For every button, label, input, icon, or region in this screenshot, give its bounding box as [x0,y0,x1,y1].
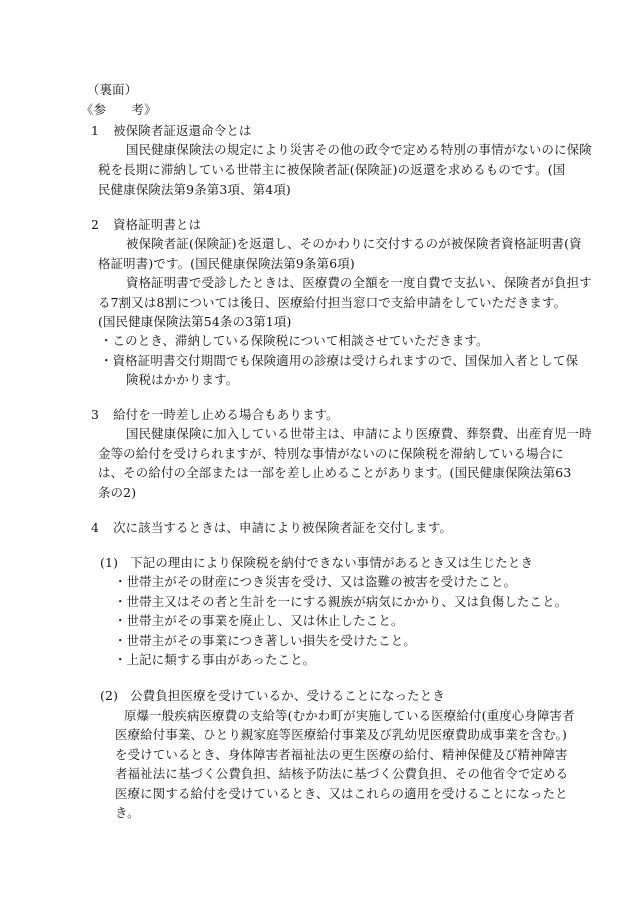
section-4-heading [91,522,452,534]
section-3-line-2: 金等の給付を受けられますが、特別な事情がないのに保険税を滞納している場合に [98,446,564,461]
subsection-2-line-3: を受けているとき、身体障害者福祉法の更生医療の給付、精神保健及び精神障害 [115,747,568,762]
section-1-heading [91,125,252,137]
section-number: 4 [91,520,100,535]
subsection-title: 下記の理由により保険税を納付できない事情があるとき又は生じたとき [130,555,534,570]
section-2-bullet-1: ・このとき、滞納している保険税について相談させていただきます。 [100,333,489,348]
subsection-1-bullet-5: ・上記に類する事由があったこと。 [114,652,316,667]
subsection-2-line-2: 医療給付事業、ひとり親家庭等医療給付事業及び乳幼児医療費助成事業を含む。) [115,727,568,742]
subsection-2-line-4: 者福祉法に基づく公費負担、結核予防法に基づく公費負担、その他省令で定める [115,766,569,781]
section-title: 資格証明書とは [113,217,202,232]
subsection-number: (1) [100,555,119,570]
section-2-line-1: 被保険者証(保険証)を返還し、そのかわりに交付するのが被保険者資格証明書(資 [126,236,582,251]
section-number: 1 [91,123,100,138]
subsection-1-bullet-2: ・世帯主又はその者と生計を一にする親族が病気にかかり、又は負傷したこと。 [114,594,568,609]
section-2-line-3: 資格証明書で受診したときは、医療費の全額を一度自費で支払い、保険者が負担す [126,275,592,290]
subsection-1-bullet-1: ・世帯主がその財産につき災害を受け、又は盗難の被害を受けたこと。 [114,574,517,589]
side-label: （裏面） [87,82,138,97]
subsection-1-heading [100,557,533,569]
subsection-1-bullet-4: ・世帯主がその事業につき著しい損失を受けたこと。 [114,633,416,648]
section-number: 3 [91,407,100,422]
section-3-heading [91,409,339,421]
section-number: 2 [91,217,100,232]
section-2-heading [91,219,201,231]
section-2-line-4: る7割又は8割については後日、医療給付担当窓口で支給申請をしていただきます。 [98,295,567,310]
section-2-bullet-2: ・資格証明書交付期間でも保険適用の診療は受けられますので、国保加入者として保 [100,353,579,368]
section-1-line-1: 国民健康保険法の規定により災害その他の政令で定める特別の事情がないのに保険 [126,142,592,157]
section-2-line-5: (国民健康保険法第54条の3第1項) [98,314,292,329]
section-1-line-3: 民健康保険法第9条第3項、第4項) [98,182,291,197]
subsection-number: (2) [100,688,119,703]
subsection-2-heading [100,690,445,702]
subsection-2-line-5: 医療に関する給付を受けているとき、又はこれらの適用を受けることになったと [115,786,568,801]
reference-heading: 《参 考》 [81,102,157,117]
section-title: 給付を一時差し止める場合もあります。 [113,407,339,422]
subsection-1-bullet-3: ・世帯主がその事業を廃止し、又は休止したこと。 [114,613,404,628]
section-3-line-3: は、その給付の全部または一部を差し止めることがあります。(国民健康保険法第63 [98,465,572,480]
section-3-line-1: 国民健康保険に加入している世帯主は、申請により医療費、葬祭費、出産育児一時 [126,426,592,441]
subsection-2-line-6: き。 [115,805,140,820]
subsection-2-line-1: 原爆一般疾病医療費の支給等(むかわ町が実施している医療給付(重度心身障害者 [124,708,575,723]
section-3-line-4: 条の2) [98,485,137,500]
section-2-bullet-2-cont: 険税はかかります。 [126,372,239,387]
subsection-title: 公費負担医療を受けているか、受けることになったとき [130,688,445,703]
section-title: 被保険者証返還命令とは [113,123,252,138]
section-title: 次に該当するときは、申請により被保険者証を交付します。 [113,520,453,535]
section-2-line-2: 格証明書)です。(国民健康保険法第9条第6項) [98,256,355,271]
section-1-line-2: 税を長期に滞納している世帯主に被保険者証(保険証)の返還を求めるものです。(国 [98,162,566,177]
